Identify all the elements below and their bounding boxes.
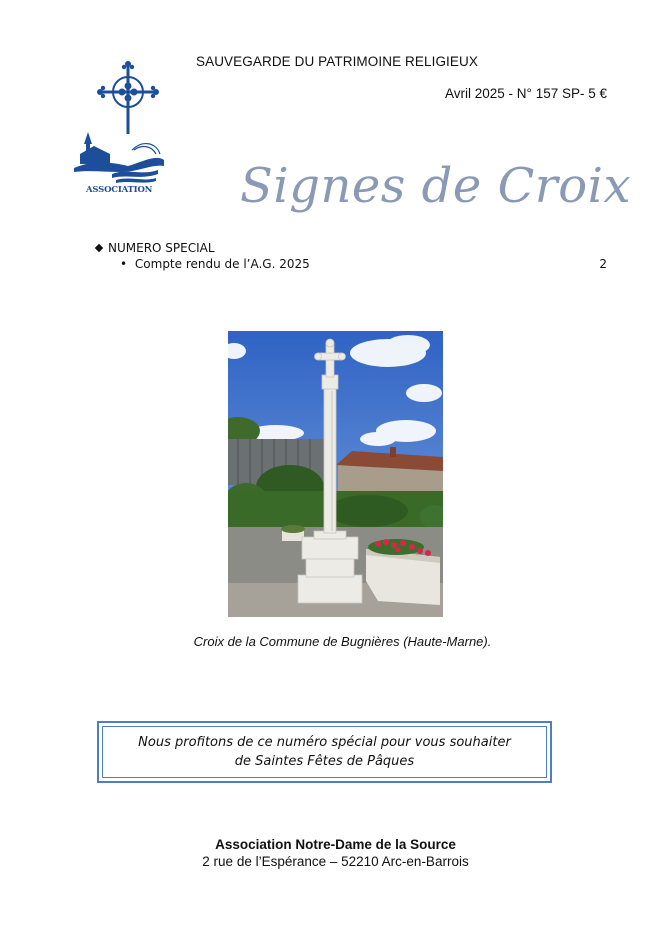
greeting-line-1: Nous profitons de ce numéro spécial pour vous souhaiter bbox=[138, 735, 511, 750]
toc-heading bbox=[94, 241, 607, 255]
bullet-icon: • bbox=[120, 257, 128, 271]
issue-info: Avril 2025 - N° 157 SP- 5 € bbox=[445, 86, 607, 101]
photo-caption: Croix de la Commune de Bugnières (Haute-Marne). bbox=[193, 634, 492, 649]
footer-address-block bbox=[0, 836, 669, 870]
diamond-bullet-icon bbox=[95, 244, 103, 252]
association-address: 2 rue de l’Espérance – 52210 Arc-en-Barrois bbox=[202, 854, 469, 869]
greeting-line-2: de Saintes Fêtes de Pâques bbox=[234, 754, 415, 769]
toc-item bbox=[94, 257, 607, 271]
toc-item-label: Compte rendu de l’A.G. 2025 bbox=[134, 257, 310, 271]
cross-church-logo-icon bbox=[72, 58, 172, 200]
logo-text: ASSOCIATION bbox=[86, 185, 153, 195]
greeting-box bbox=[97, 721, 552, 783]
organization-header: SAUVEGARDE DU PATRIMOINE RELIGIEUX bbox=[196, 54, 478, 69]
toc-heading-text: NUMERO SPECIAL bbox=[108, 241, 215, 255]
association-logo bbox=[72, 58, 172, 200]
publication-title: Signes de Croix bbox=[240, 158, 632, 214]
toc-item-page: 2 bbox=[599, 257, 607, 271]
table-of-contents bbox=[94, 241, 607, 271]
greeting-inner-frame bbox=[102, 726, 547, 778]
cross-photo bbox=[228, 331, 443, 617]
association-name: Association Notre-Dame de la Source bbox=[215, 837, 456, 852]
